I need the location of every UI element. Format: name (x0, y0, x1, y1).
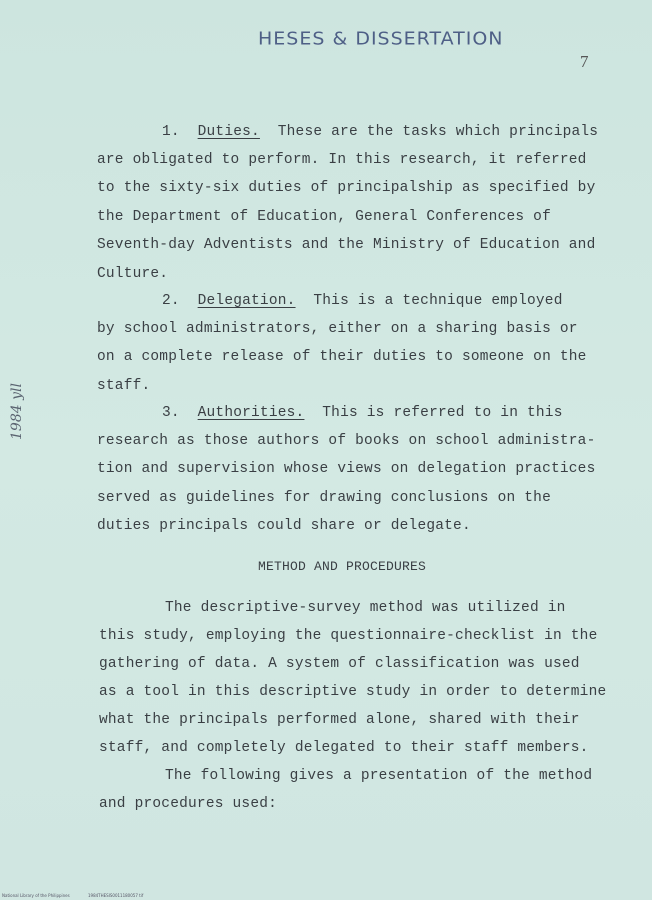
page-number: 7 (580, 52, 589, 71)
text-line: duties principals could share or delegate. (97, 518, 471, 534)
text-line: this study, employing the questionnaire-checklist in the (99, 628, 598, 644)
section-heading: METHOD AND PROCEDURES (258, 559, 427, 574)
definition-authorities-line-1 (162, 405, 563, 421)
text-line: gathering of data. A system of classification was used (99, 656, 580, 672)
text-line: to the sixty-six duties of principalship as specified by (97, 180, 596, 196)
theses-stamp: HESES & DISSERTATION (258, 28, 504, 50)
text-line: The descriptive-survey method was utilized in (165, 600, 566, 616)
text-line: served as guidelines for drawing conclusions on the (97, 490, 551, 506)
text-line: as a tool in this descriptive study in order to determine (99, 684, 607, 700)
text-line: and procedures used: (99, 796, 278, 812)
definition-text: This is referred to in this (322, 405, 563, 421)
margin-handwritten-note: 1984 yll (9, 383, 25, 440)
text-line: Seventh-day Adventists and the Ministry of Education and (97, 237, 596, 253)
text-line: what the principals performed alone, shared with their (99, 712, 580, 728)
text-line: staff, and completely delegated to their staff members. (99, 740, 589, 756)
text-line: by school administrators, either on a sharing basis or (97, 321, 578, 337)
definition-delegation-line-1 (162, 293, 563, 309)
text-line: tion and supervision whose views on delegation practices (97, 461, 596, 477)
definition-number: 1. (162, 124, 180, 140)
definition-term-delegation: Delegation. (197, 293, 296, 309)
footer-library-name: National Library of the Philippines (2, 893, 70, 898)
text-line: are obligated to perform. In this research, it referred (97, 152, 587, 168)
definition-text: This is a technique employed (313, 293, 563, 309)
text-line: on a complete release of their duties to someone on the (97, 349, 587, 365)
definition-term-authorities: Authorities. (197, 405, 305, 421)
text-line: the Department of Education, General Conferences of (97, 209, 551, 225)
definition-term-duties: Duties. (197, 124, 260, 140)
text-line: The following gives a presentation of the method (165, 768, 593, 784)
definition-number: 2. (162, 293, 180, 309)
definition-duties-line-1 (162, 124, 598, 140)
text-line: research as those authors of books on school administra- (97, 433, 596, 449)
footer-file-id: 1984THESIS0011180057 tif (88, 893, 144, 898)
text-line: Culture. (97, 266, 169, 282)
definition-text: These are the tasks which principals (277, 124, 599, 140)
text-line: staff. (97, 378, 151, 394)
definition-number: 3. (162, 405, 180, 421)
